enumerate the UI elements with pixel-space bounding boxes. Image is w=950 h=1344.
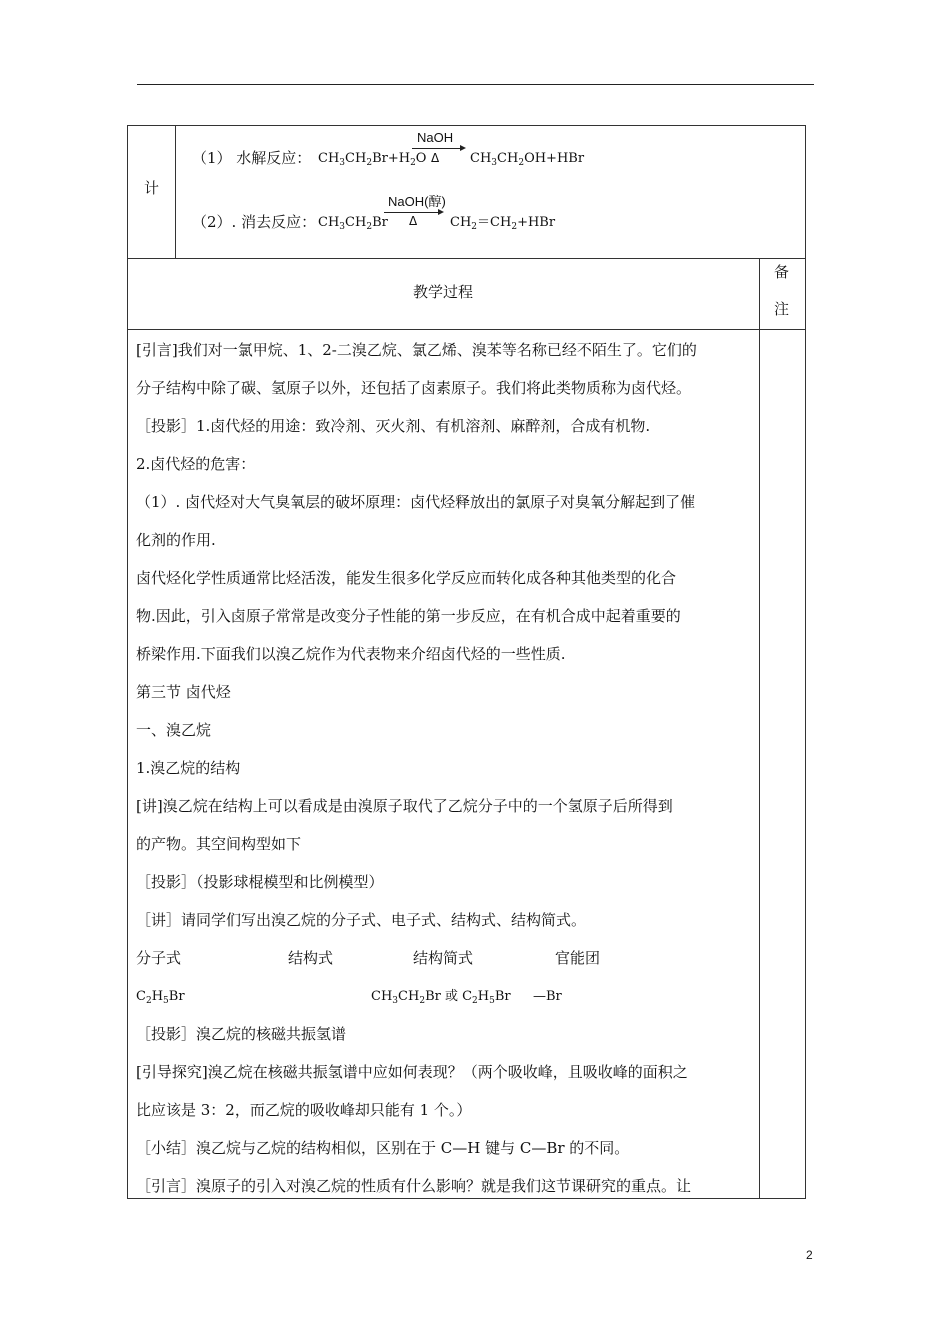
molecular-formula: $C_2H_5Br$: [136, 989, 185, 1006]
section-title: 第三节 卤代烃: [136, 683, 231, 701]
reaction1-arrowhead: [460, 145, 466, 151]
formula-header-molecular: 分子式: [136, 949, 182, 967]
notes-header-1: 备: [774, 263, 790, 281]
reaction2-prefix: （2）. 消去反应：: [192, 213, 317, 231]
formula-header-functional-group: 官能团: [555, 949, 601, 967]
reaction1-product: $CH_3CH_2OH+HBr$: [470, 151, 585, 168]
body-line: [引言]我们对一氯甲烷、1、2-二溴乙烷、氯乙烯、溴苯等名称已经不陌生了。它们的: [136, 341, 697, 359]
body-line: 物.因此，引入卤原子常常是改变分子性能的第一步反应，在有机合成中起着重要的: [136, 607, 681, 625]
design-label: 计: [144, 179, 160, 197]
subsection-title: 一、溴乙烷: [136, 721, 212, 739]
body-line: 桥梁作用.下面我们以溴乙烷作为代表物来介绍卤代烃的一些性质.: [136, 645, 566, 663]
functional-group: —Br: [533, 989, 562, 1004]
body-line: ［投影］溴乙烷的核磁共振氢谱: [136, 1025, 347, 1043]
body-line: ［讲］请同学们写出溴乙烷的分子式、电子式、结构式、结构简式。: [136, 911, 587, 929]
body-line: 卤代烃化学性质通常比烃活泼，能发生很多化学反应而转化成各种其他类型的化合: [136, 569, 677, 587]
reaction1-heat: Δ: [431, 151, 440, 165]
body-line: ［引言］溴原子的引入对溴乙烷的性质有什么影响？就是我们这节课研究的重点。让: [136, 1177, 692, 1195]
reaction1-condition: NaOH: [417, 130, 454, 145]
reaction2-heat: Δ: [409, 214, 418, 228]
notes-header-2: 注: [774, 300, 790, 318]
body-line: [讲]溴乙烷在结构上可以看成是由溴原子取代了乙烷分子中的一个氢原子后所得到: [136, 797, 673, 815]
body-line: ［投影］1.卤代烃的用途：致冷剂、灭火剂、有机溶剂、麻醉剂，合成有机物.: [136, 417, 651, 435]
formula-header-condensed: 结构简式: [413, 949, 474, 967]
subsection-title: 1.溴乙烷的结构: [136, 759, 241, 777]
body-line: 比应该是 3：2，而乙烷的吸收峰却只能有 1 个。）: [136, 1101, 472, 1119]
reaction1-prefix: （1） 水解反应：: [192, 149, 312, 167]
body-line: （1）. 卤代烃对大气臭氧层的破坏原理：卤代烃释放出的氯原子对臭氧分解起到了催: [136, 493, 696, 511]
formula-header-structural: 结构式: [288, 949, 334, 967]
body-line: ［小结］溴乙烷与乙烷的结构相似，区别在于 C—H 键与 C—Br 的不同。: [136, 1139, 630, 1157]
condensed-formula: $CH_3CH_2Br$ 或 $C_2H_5Br$: [371, 989, 511, 1006]
body-line: [引导探究]溴乙烷在核磁共振氢谱中应如何表现？（两个吸收峰，且吸收峰的面积之: [136, 1063, 688, 1081]
process-header: 教学过程: [413, 283, 474, 301]
page-number: 2: [806, 1248, 813, 1262]
reaction2-arrow: [384, 212, 440, 213]
body-line: 分子结构中除了碳、氢原子以外，还包括了卤素原子。我们将此类物质称为卤代烃。: [136, 379, 692, 397]
body-line: 2.卤代烃的危害：: [136, 455, 256, 473]
header-rule: [137, 84, 814, 85]
reaction1-reactant: $CH_3CH_2Br+H_2O$: [318, 151, 427, 168]
reaction1-arrow: [412, 148, 462, 149]
body-line: 化剂的作用.: [136, 531, 216, 549]
reaction2-product: $CH_2=CH_2+HBr$: [450, 215, 556, 232]
reaction2-arrowhead: [438, 209, 444, 215]
reaction2-reactant: $CH_3CH_2Br$: [318, 215, 388, 232]
body-line: ［投影］（投影球棍模型和比例模型）: [136, 873, 384, 891]
body-line: 的产物。其空间构型如下: [136, 835, 302, 853]
reaction2-condition: NaOH(醇): [388, 194, 446, 209]
